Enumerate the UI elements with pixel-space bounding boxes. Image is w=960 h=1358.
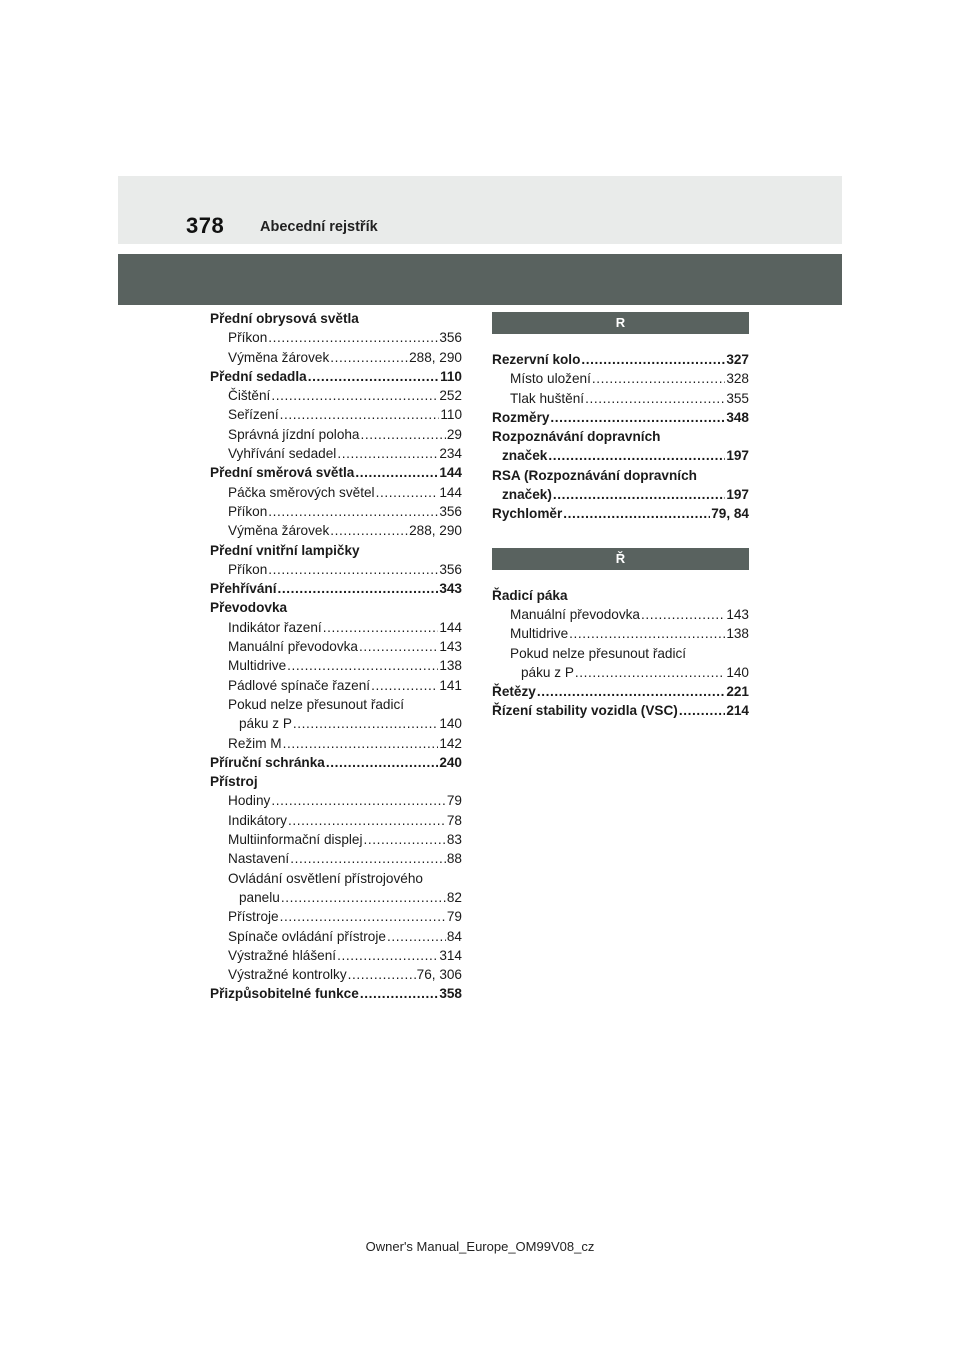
index-entry-text: Tlak huštění (510, 390, 585, 406)
index-entry-text: Rezervní kolo (492, 352, 581, 367)
index-entry-text: Výměna žárovek (228, 523, 330, 539)
dot-leader (355, 463, 438, 482)
index-entry-text: Přizpůsobitelné funkce (210, 986, 359, 1002)
index-entry-page: 144 (439, 619, 462, 635)
index-entry-page: 197 (726, 448, 749, 464)
index-entry-text: Režim M (228, 735, 282, 751)
index-entry (492, 644, 749, 663)
dot-leader (323, 618, 439, 637)
index-entry-text: Rozpoznávání dopravních (492, 429, 661, 445)
index-entry (210, 463, 462, 482)
index-entry (210, 579, 462, 598)
index-entry-text: Přední směrová světla (210, 465, 355, 481)
index-entry (492, 663, 749, 682)
index-entry-page: 355 (726, 390, 749, 406)
index-entry (210, 849, 462, 868)
index-entry-text: Přehřívání (210, 581, 277, 597)
dot-leader (585, 389, 725, 408)
index-entry (210, 907, 462, 926)
dot-leader (548, 446, 725, 465)
index-entry-page: 252 (439, 388, 462, 404)
dot-leader (287, 656, 438, 675)
index-entry (492, 466, 749, 485)
dot-leader (326, 753, 438, 772)
index-entry (210, 656, 462, 675)
dot-leader (308, 367, 439, 386)
index-entry (210, 367, 462, 386)
index-entry-page: 356 (439, 503, 462, 519)
index-entry-text: Příkon (228, 561, 268, 577)
index-entry (492, 682, 749, 701)
index-entry (492, 624, 749, 643)
dot-leader (563, 504, 710, 523)
index-entry-text: Správná jízdní poloha (228, 426, 360, 442)
index-entry (492, 350, 749, 369)
dot-leader (280, 907, 446, 926)
index-entry (210, 714, 462, 733)
letter-heading: R (492, 312, 749, 334)
index-entry (210, 753, 462, 772)
index-entry (210, 965, 462, 984)
letter-heading: Ř (492, 548, 749, 570)
index-entry (210, 637, 462, 656)
index-entry-text: Ovládání osvětlení přístrojového (228, 870, 423, 886)
index-entry-page: 327 (726, 352, 749, 367)
index-entry-text: značek (502, 448, 548, 464)
index-entry-page: 138 (439, 658, 462, 674)
index-entry-page: 144 (439, 465, 462, 481)
index-entry-page: 83 (446, 832, 462, 848)
dot-leader (371, 676, 438, 695)
dot-leader (271, 386, 438, 405)
index-entry (492, 427, 749, 446)
index-entry-page: 79, 84 (711, 506, 749, 522)
index-entry-text: RSA (Rozpoznávání dopravních (492, 467, 697, 483)
index-entry (492, 485, 749, 504)
index-entry-page: 140 (439, 716, 462, 732)
index-entry (210, 676, 462, 695)
index-entry (210, 425, 462, 444)
index-entry-text: Vyhřívání sedadel (228, 446, 337, 462)
index-entry-page: 356 (439, 561, 462, 577)
dot-leader (293, 714, 438, 733)
dot-leader (337, 946, 438, 965)
section-gap (492, 524, 749, 548)
index-entry (210, 869, 462, 888)
dot-leader (280, 405, 440, 424)
index-entry (210, 927, 462, 946)
index-entry (210, 598, 462, 617)
index-entry-page: 288, 290 (409, 349, 462, 365)
index-entry (492, 408, 749, 427)
index-entry-page: 140 (726, 664, 749, 680)
index-entry (492, 701, 749, 720)
index-entry-page: 328 (726, 371, 749, 387)
index-entry-text: Přední vnitřní lampičky (210, 542, 360, 558)
index-entry-text: Řetězy (492, 684, 536, 700)
index-entry-text: Výstražné kontrolky (228, 967, 347, 983)
index-entry-text: Multidrive (228, 658, 287, 674)
index-entry-page: 79 (446, 909, 462, 925)
index-entry (210, 888, 462, 907)
dot-leader (363, 830, 445, 849)
index-entry-page: 78 (446, 812, 462, 828)
index-entry-text: Pádlové spínače řazení (228, 677, 371, 693)
dot-leader (575, 663, 725, 682)
index-entry-text: Rozměry (492, 409, 550, 425)
index-entry-text: Manuální převodovka (510, 606, 640, 622)
dot-leader (278, 579, 439, 598)
header-band (118, 176, 842, 244)
dot-leader (361, 425, 446, 444)
dot-leader (569, 624, 725, 643)
index-entry-text: Místo uložení (510, 371, 591, 387)
index-entry-text: Výstražné hlášení (228, 947, 337, 963)
index-entry (210, 483, 462, 502)
dot-leader (376, 483, 439, 502)
index-entry (210, 811, 462, 830)
index-entry-page: 82 (446, 889, 462, 905)
dot-leader (337, 444, 438, 463)
index-entry-page: 144 (439, 484, 462, 500)
index-entry-page: 143 (439, 639, 462, 655)
index-entry-text: Přední obrysová světla (210, 311, 359, 326)
index-entry-page: 240 (439, 754, 462, 770)
index-entry-page: 288, 290 (409, 523, 462, 539)
index-entry (210, 309, 462, 328)
index-entry-text: Hodiny (228, 793, 271, 809)
dot-leader (268, 560, 438, 579)
dot-leader (281, 888, 446, 907)
dot-leader (679, 701, 726, 720)
index-entry (210, 695, 462, 714)
index-entry-text: panelu (239, 889, 280, 905)
index-entry-page: 221 (726, 684, 749, 700)
index-entry-page: 348 (726, 409, 749, 425)
dot-leader (359, 637, 438, 656)
index-entry-text: Čištění (228, 388, 271, 404)
index-entry (492, 369, 749, 388)
index-entry-text: Nastavení (228, 851, 290, 867)
index-entry-page: 142 (439, 735, 462, 751)
dot-leader (641, 605, 725, 624)
dot-leader (348, 965, 416, 984)
index-entry (492, 389, 749, 408)
index-entry (210, 502, 462, 521)
index-entry (210, 830, 462, 849)
dot-leader (268, 502, 438, 521)
index-entry-page: 343 (439, 581, 462, 597)
dot-leader (271, 791, 446, 810)
index-entry-text: Příkon (228, 503, 268, 519)
dot-leader (592, 369, 725, 388)
index-entry-text: Páčka směrových světel (228, 484, 375, 500)
index-entry-text: Přístroje (228, 909, 279, 925)
index-entry-text: Pokud nelze přesunout řadicí (510, 645, 687, 661)
index-entry (492, 586, 749, 605)
index-entry (210, 541, 462, 560)
index-entry (210, 560, 462, 579)
header-dark-band (118, 254, 842, 305)
index-entry-page: 358 (439, 986, 462, 1002)
footer-manual-id: Owner's Manual_Europe_OM99V08_cz (365, 1239, 595, 1254)
index-entry (492, 605, 749, 624)
dot-leader (360, 984, 439, 1003)
index-entry-page: 234 (439, 446, 462, 462)
index-entry-text: Příruční schránka (210, 754, 325, 770)
index-entry (492, 446, 749, 465)
index-entry-page: 143 (726, 606, 749, 622)
index-entry-page: 356 (439, 330, 462, 346)
index-entry-text: Multiinformační displej (228, 832, 363, 848)
index-entry (210, 386, 462, 405)
index-entry (210, 734, 462, 753)
dot-leader (550, 408, 725, 427)
index-entry-text: Pokud nelze přesunout řadicí (228, 696, 405, 712)
index-entry-page: 79 (446, 793, 462, 809)
index-entry-text: páku z P (521, 664, 574, 680)
index-entry-text: Přístroj (210, 774, 258, 790)
index-entry-text: značek) (502, 487, 552, 503)
index-entry-text: Indikátor řazení (228, 619, 322, 635)
index-entry (210, 328, 462, 347)
dot-leader (283, 734, 439, 753)
dot-leader (290, 849, 446, 868)
section-title: Abecední rejstřík (260, 219, 378, 235)
dot-leader (330, 521, 408, 540)
index-entry (210, 772, 462, 791)
index-entry-text: Spínače ovládání přístroje (228, 928, 386, 944)
dot-leader (330, 348, 408, 367)
index-entry (210, 405, 462, 424)
index-entry (210, 521, 462, 540)
index-entry-text: Indikátory (228, 812, 287, 828)
index-entry-text: Převodovka (210, 600, 288, 616)
index-entry-text: Multidrive (510, 626, 569, 642)
dot-leader (268, 328, 438, 347)
index-entry-page: 314 (439, 947, 462, 963)
dot-leader (537, 682, 725, 701)
index-entry-page: 29 (446, 426, 462, 442)
index-entry-text: páku z P (239, 716, 292, 732)
index-column-left (210, 309, 462, 1004)
index-entry-text: Příkon (228, 330, 268, 346)
index-entry-text: Manuální převodovka (228, 639, 358, 655)
dot-leader (387, 927, 446, 946)
index-entry-page: 110 (440, 407, 462, 423)
dot-leader (581, 350, 725, 369)
index-entry (210, 791, 462, 810)
index-entry-text: Řadicí páka (492, 587, 568, 603)
index-entry-text: Seřízení (228, 407, 279, 423)
index-entry-page: 197 (726, 487, 749, 503)
index-entry-page: 88 (446, 851, 462, 867)
index-entry (210, 348, 462, 367)
index-entry (210, 444, 462, 463)
index-entry-page: 110 (440, 368, 462, 384)
index-entry (210, 618, 462, 637)
index-entry-page: 84 (446, 928, 462, 944)
index-entry-page: 76, 306 (416, 967, 462, 983)
index-entry (210, 984, 462, 1003)
index-entry-text: Výměna žárovek (228, 349, 330, 365)
dot-leader (288, 811, 446, 830)
index-entry-page: 214 (726, 703, 749, 719)
index-entry-text: Řízení stability vozidla (VSC) (492, 703, 678, 719)
index-entry-page: 141 (439, 677, 462, 693)
index-entry (210, 946, 462, 965)
index-entry (492, 504, 749, 523)
index-entry-text: Přední sedadla (210, 368, 307, 384)
index-column-right (492, 312, 749, 721)
index-entry-page: 138 (726, 626, 749, 642)
index-entry-text: Rychloměr (492, 506, 563, 522)
page-number: 378 (186, 213, 225, 238)
dot-leader (553, 485, 725, 504)
